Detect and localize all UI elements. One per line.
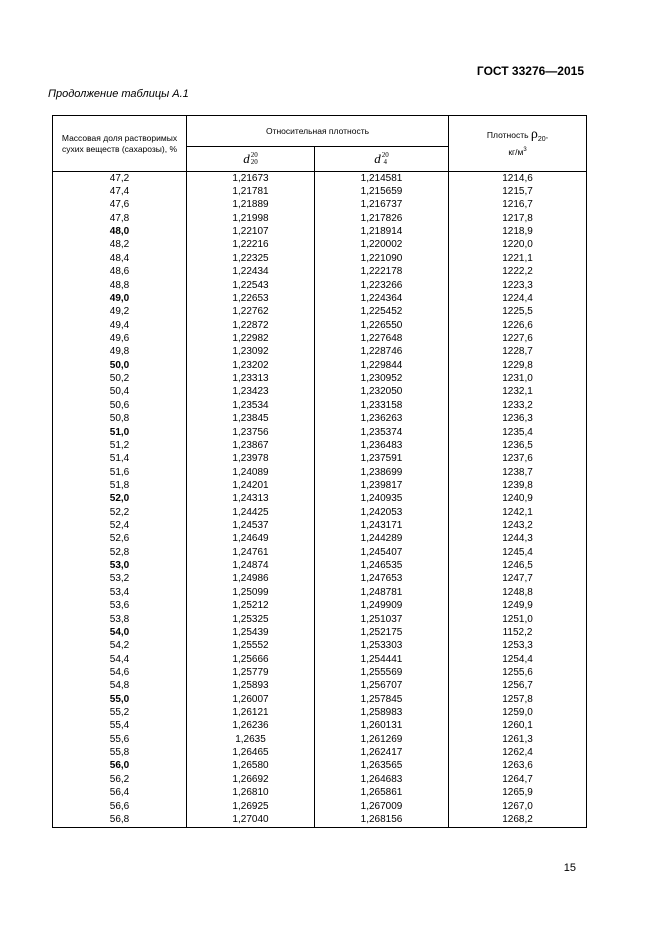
cell-concentration: 49,8 [53,346,187,359]
cell-d20-4: 1,215659 [315,185,449,198]
cell-density: 1232,1 [449,386,587,399]
cell-density: 1263,6 [449,760,587,773]
cell-concentration: 53,0 [53,559,187,572]
cell-d20-20: 1,23313 [187,372,315,385]
cell-d20-20: 1,26007 [187,693,315,706]
cell-d20-20: 1,21998 [187,212,315,225]
cell-density: 1238,7 [449,466,587,479]
table-row [53,306,587,319]
cell-density: 1236,5 [449,439,587,452]
cell-concentration: 56,2 [53,773,187,786]
table-row [53,372,587,385]
cell-density: 1257,8 [449,693,587,706]
cell-d20-4: 1,253303 [315,640,449,653]
cell-concentration: 54,2 [53,640,187,653]
cell-d20-4: 1,243171 [315,519,449,532]
cell-concentration: 55,8 [53,746,187,759]
cell-density: 1261,3 [449,733,587,746]
cell-concentration: 50,4 [53,386,187,399]
cell-concentration: 50,8 [53,412,187,425]
cell-concentration: 51,8 [53,479,187,492]
table-row [53,800,587,813]
cell-density: 1226,6 [449,319,587,332]
table-row [53,546,587,559]
cell-d20-20: 1,23092 [187,346,315,359]
table-row [53,225,587,238]
rho-symbol: ρ [530,127,538,142]
cell-concentration: 50,0 [53,359,187,372]
cell-d20-4: 1,216737 [315,199,449,212]
cell-d20-20: 1,24649 [187,533,315,546]
table-row [53,613,587,626]
cell-concentration: 48,6 [53,266,187,279]
cell-d20-20: 1,22982 [187,332,315,345]
table-row [53,653,587,666]
d20-20-sub: 20 [250,157,258,166]
cell-concentration: 53,8 [53,613,187,626]
cell-density: 1242,1 [449,506,587,519]
cell-density: 1231,0 [449,372,587,385]
cell-density: 1260,1 [449,720,587,733]
cell-d20-20: 1,25099 [187,586,315,599]
cell-d20-20: 1,21889 [187,199,315,212]
col-header-concentration: Массовая доля растворимых сухих веществ (сахарозы), % [53,116,187,172]
density-table [52,115,587,828]
cell-density: 1256,7 [449,680,587,693]
cell-density: 1223,3 [449,279,587,292]
cell-d20-20: 1,26810 [187,787,315,800]
cell-d20-20: 1,27040 [187,813,315,827]
cell-concentration: 51,4 [53,453,187,466]
cell-density: 1262,4 [449,746,587,759]
cell-density: 1217,8 [449,212,587,225]
d20-4-sup: 20 [381,150,389,159]
cell-d20-20: 1,22107 [187,225,315,238]
cell-d20-4: 1,236483 [315,439,449,452]
cell-d20-4: 1,247653 [315,573,449,586]
cell-d20-20: 1,24425 [187,506,315,519]
cell-density: 1228,7 [449,346,587,359]
table-row [53,426,587,439]
cell-d20-4: 1,217826 [315,212,449,225]
cell-density: 1264,7 [449,773,587,786]
table-header [53,116,587,172]
cell-d20-20: 1,25893 [187,680,315,693]
table-row [53,733,587,746]
cell-d20-20: 1,22543 [187,279,315,292]
density-unit-exponent: 3 [523,147,527,153]
cell-density: 1215,7 [449,185,587,198]
cell-density: 1229,8 [449,359,587,372]
table-row [53,453,587,466]
cell-concentration: 56,6 [53,800,187,813]
cell-concentration: 54,8 [53,680,187,693]
cell-d20-4: 1,223266 [315,279,449,292]
cell-d20-20: 1,24986 [187,573,315,586]
cell-d20-4: 1,224364 [315,292,449,305]
cell-d20-4: 1,249909 [315,600,449,613]
cell-concentration: 52,4 [53,519,187,532]
cell-concentration: 48,2 [53,239,187,252]
cell-d20-4: 1,220002 [315,239,449,252]
cell-d20-4: 1,264683 [315,773,449,786]
cell-d20-20: 1,23978 [187,453,315,466]
cell-density: 1259,0 [449,706,587,719]
cell-concentration: 49,0 [53,292,187,305]
density-unit: кг/м [508,147,524,157]
cell-concentration: 54,6 [53,666,187,679]
cell-d20-20: 1,24537 [187,519,315,532]
cell-d20-4: 1,254441 [315,653,449,666]
table-row [53,693,587,706]
cell-concentration: 51,0 [53,426,187,439]
cell-d20-4: 1,214581 [315,172,449,186]
table-row [53,600,587,613]
cell-d20-4: 1,242053 [315,506,449,519]
cell-concentration: 52,0 [53,493,187,506]
cell-concentration: 53,6 [53,600,187,613]
table-row [53,332,587,345]
cell-density: 1214,6 [449,172,587,186]
cell-density: 1246,5 [449,559,587,572]
cell-d20-20: 1,25666 [187,653,315,666]
col-header-relative-density: Относительная плотность [187,116,449,147]
cell-d20-4: 1,262417 [315,746,449,759]
cell-concentration: 48,8 [53,279,187,292]
cell-d20-20: 1,23867 [187,439,315,452]
table-row [53,559,587,572]
table-row [53,185,587,198]
cell-concentration: 49,2 [53,306,187,319]
cell-density: 1243,2 [449,519,587,532]
table-row [53,640,587,653]
cell-d20-20: 1,25779 [187,666,315,679]
cell-d20-20: 1,24761 [187,546,315,559]
cell-concentration: 51,6 [53,466,187,479]
table-row [53,706,587,719]
table-row [53,279,587,292]
cell-concentration: 48,0 [53,225,187,238]
cell-d20-4: 1,229844 [315,359,449,372]
cell-density: 1222,2 [449,266,587,279]
cell-d20-20: 1,25212 [187,600,315,613]
cell-d20-4: 1,236263 [315,412,449,425]
col-header-density [449,116,587,172]
cell-concentration: 52,8 [53,546,187,559]
d20-4-base: d [374,151,381,167]
cell-concentration: 55,6 [53,733,187,746]
cell-d20-4: 1,257845 [315,693,449,706]
cell-d20-4: 1,240935 [315,493,449,506]
cell-density: 1245,4 [449,546,587,559]
cell-density: 1227,6 [449,332,587,345]
cell-density: 1251,0 [449,613,587,626]
cell-concentration: 55,4 [53,720,187,733]
cell-concentration: 56,8 [53,813,187,827]
cell-concentration: 56,4 [53,787,187,800]
cell-d20-4: 1,222178 [315,266,449,279]
cell-d20-20: 1,25439 [187,626,315,639]
cell-density: 1233,2 [449,399,587,412]
cell-concentration: 48,4 [53,252,187,265]
cell-d20-20: 1,23845 [187,412,315,425]
table-row [53,586,587,599]
table-row [53,399,587,412]
cell-density: 1237,6 [449,453,587,466]
cell-d20-20: 1,23423 [187,386,315,399]
cell-density: 1248,8 [449,586,587,599]
cell-d20-4: 1,238699 [315,466,449,479]
cell-density: 1236,3 [449,412,587,425]
cell-d20-20: 1,26236 [187,720,315,733]
cell-d20-4: 1,227648 [315,332,449,345]
cell-d20-20: 1,2635 [187,733,315,746]
table-row [53,386,587,399]
cell-d20-4: 1,248781 [315,586,449,599]
table-row [53,787,587,800]
cell-d20-4: 1,239817 [315,479,449,492]
cell-d20-20: 1,23756 [187,426,315,439]
cell-d20-20: 1,24313 [187,493,315,506]
cell-density: 1152,2 [449,626,587,639]
cell-d20-4: 1,235374 [315,426,449,439]
table-row [53,533,587,546]
table-row [53,359,587,372]
cell-d20-4: 1,255569 [315,666,449,679]
table-row [53,666,587,679]
cell-d20-20: 1,24089 [187,466,315,479]
cell-d20-4: 1,268156 [315,813,449,827]
table-body [53,172,587,828]
cell-d20-4: 1,245407 [315,546,449,559]
table-row [53,746,587,759]
cell-density: 1218,9 [449,225,587,238]
cell-d20-4: 1,233158 [315,399,449,412]
cell-d20-4: 1,267009 [315,800,449,813]
cell-density: 1240,9 [449,493,587,506]
cell-density: 1255,6 [449,666,587,679]
table-row [53,760,587,773]
table-row [53,239,587,252]
cell-d20-4: 1,258983 [315,706,449,719]
cell-concentration: 47,6 [53,199,187,212]
cell-d20-20: 1,25325 [187,613,315,626]
cell-density: 1224,4 [449,292,587,305]
table-row [53,212,587,225]
cell-d20-4: 1,230952 [315,372,449,385]
col-header-d20-20 [187,147,315,172]
cell-d20-4: 1,226550 [315,319,449,332]
table-row [53,266,587,279]
cell-d20-4: 1,218914 [315,225,449,238]
cell-density: 1265,9 [449,787,587,800]
cell-d20-4: 1,232050 [315,386,449,399]
table-row [53,773,587,786]
cell-d20-4: 1,261269 [315,733,449,746]
cell-d20-20: 1,26580 [187,760,315,773]
cell-concentration: 47,2 [53,172,187,186]
cell-d20-20: 1,23202 [187,359,315,372]
cell-d20-4: 1,221090 [315,252,449,265]
table-row [53,479,587,492]
cell-concentration: 49,4 [53,319,187,332]
document-code: ГОСТ 33276—2015 [476,64,584,78]
cell-concentration: 47,8 [53,212,187,225]
table-row [53,466,587,479]
cell-concentration: 49,6 [53,332,187,345]
cell-d20-20: 1,22872 [187,319,315,332]
cell-d20-20: 1,26465 [187,746,315,759]
cell-concentration: 50,2 [53,372,187,385]
table-row [53,172,587,186]
cell-d20-20: 1,24201 [187,479,315,492]
table-row [53,506,587,519]
cell-d20-20: 1,26925 [187,800,315,813]
cell-concentration: 54,0 [53,626,187,639]
d20-20-sup: 20 [250,150,258,159]
table-row [53,720,587,733]
cell-density: 1253,3 [449,640,587,653]
cell-d20-20: 1,21781 [187,185,315,198]
cell-concentration: 56,0 [53,760,187,773]
table-row [53,199,587,212]
cell-concentration: 47,4 [53,185,187,198]
cell-density: 1221,1 [449,252,587,265]
cell-density: 1235,4 [449,426,587,439]
cell-d20-20: 1,22216 [187,239,315,252]
cell-d20-4: 1,237591 [315,453,449,466]
cell-d20-4: 1,251037 [315,613,449,626]
cell-concentration: 55,2 [53,706,187,719]
cell-d20-20: 1,22434 [187,266,315,279]
cell-d20-20: 1,22325 [187,252,315,265]
cell-density: 1244,3 [449,533,587,546]
cell-density: 1216,7 [449,199,587,212]
table-row [53,519,587,532]
cell-density: 1268,2 [449,813,587,827]
table-row [53,680,587,693]
rho-subscript: 20 [537,136,546,143]
table-row [53,493,587,506]
cell-concentration: 54,4 [53,653,187,666]
d20-4-sub: 4 [383,157,387,166]
cell-d20-20: 1,22762 [187,306,315,319]
cell-density: 1249,9 [449,600,587,613]
cell-d20-4: 1,228746 [315,346,449,359]
table-row [53,319,587,332]
table-row [53,439,587,452]
cell-density: 1225,5 [449,306,587,319]
table-row [53,412,587,425]
cell-concentration: 51,2 [53,439,187,452]
cell-concentration: 53,4 [53,586,187,599]
cell-concentration: 53,2 [53,573,187,586]
cell-concentration: 50,6 [53,399,187,412]
cell-density: 1239,8 [449,479,587,492]
cell-d20-4: 1,246535 [315,559,449,572]
cell-density: 1220,0 [449,239,587,252]
density-suffix: , [545,130,549,140]
col-header-d20-4 [315,147,449,172]
cell-d20-4: 1,265861 [315,787,449,800]
cell-concentration: 52,6 [53,533,187,546]
table-row [53,813,587,827]
table-row [53,252,587,265]
table-row [53,626,587,639]
cell-density: 1254,4 [449,653,587,666]
cell-d20-4: 1,260131 [315,720,449,733]
cell-d20-20: 1,24874 [187,559,315,572]
cell-density: 1247,7 [449,573,587,586]
table-caption: Продолжение таблицы А.1 [48,88,189,100]
cell-d20-4: 1,225452 [315,306,449,319]
cell-d20-4: 1,252175 [315,626,449,639]
d20-20-base: d [243,151,250,167]
cell-d20-4: 1,256707 [315,680,449,693]
cell-d20-20: 1,26121 [187,706,315,719]
cell-concentration: 52,2 [53,506,187,519]
cell-d20-20: 1,23534 [187,399,315,412]
cell-d20-4: 1,263565 [315,760,449,773]
cell-concentration: 55,0 [53,693,187,706]
cell-d20-20: 1,26692 [187,773,315,786]
cell-d20-20: 1,22653 [187,292,315,305]
cell-d20-20: 1,25552 [187,640,315,653]
table-row [53,346,587,359]
cell-d20-4: 1,244289 [315,533,449,546]
cell-density: 1267,0 [449,800,587,813]
table-row [53,292,587,305]
table-row [53,573,587,586]
cell-d20-20: 1,21673 [187,172,315,186]
density-label: Плотность [486,130,529,140]
page-number: 15 [563,862,576,874]
